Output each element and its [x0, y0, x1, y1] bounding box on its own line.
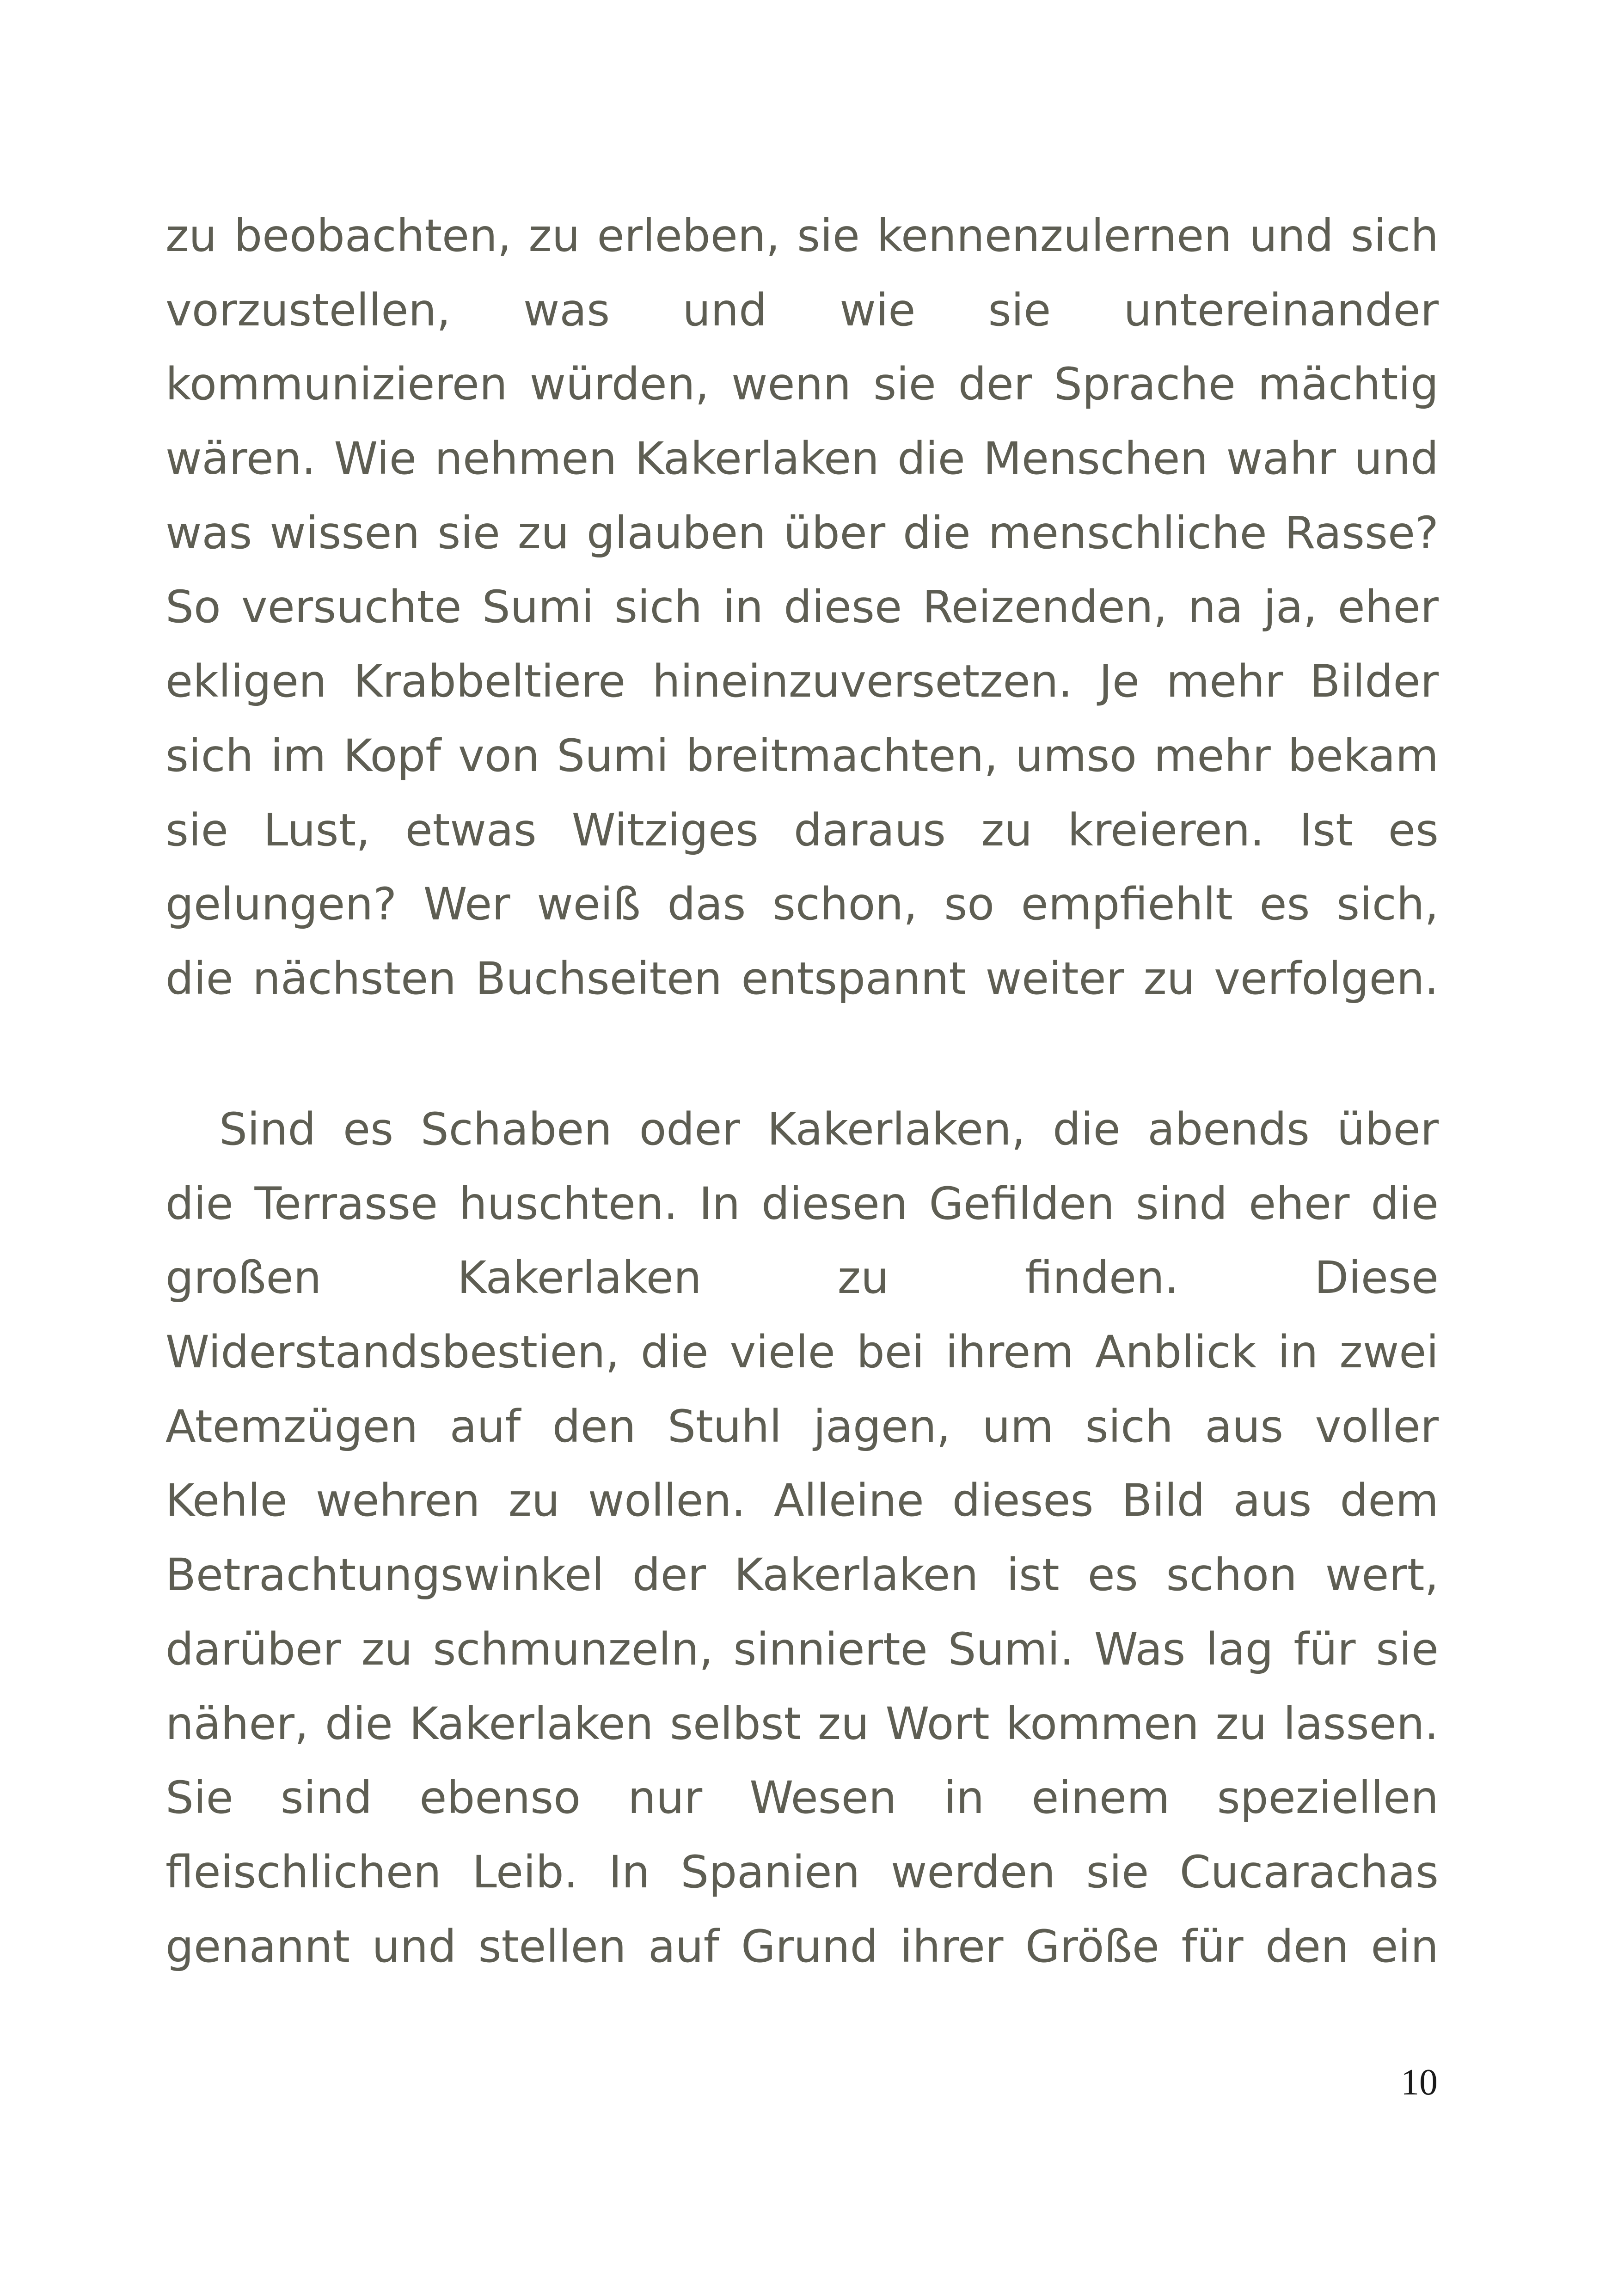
- text-line: was wissen sie zu glauben über die menschliche Rasse?: [165, 507, 1439, 559]
- text-line: wären. Wie nehmen Kakerlaken die Menschen wahr und: [165, 433, 1439, 485]
- paragraph-2: [165, 1092, 1439, 1984]
- text-line: Betrachtungswinkel der Kakerlaken ist es schon wert,: [165, 1549, 1439, 1601]
- text-line: kommunizieren würden, wenn sie der Sprache mächtig: [165, 358, 1439, 410]
- text-line: näher, die Kakerlaken selbst zu Wort kommen zu lassen.: [165, 1697, 1439, 1750]
- text-line: die Terrasse huschten. In diesen Gefilden sind eher die: [165, 1177, 1439, 1230]
- text-line: vorzustellen, was und wie sie untereinander: [165, 284, 1439, 336]
- text-line: Sie sind ebenso nur Wesen in einem speziellen: [165, 1772, 1439, 1824]
- page-number: 10: [1401, 2062, 1438, 2103]
- text-line: Kehle wehren zu wollen. Alleine dieses Bild aus dem: [165, 1475, 1439, 1527]
- text-line: großen Kakerlaken zu finden. Diese: [165, 1252, 1439, 1304]
- text-line: Sind es Schaben oder Kakerlaken, die abends über: [219, 1103, 1439, 1155]
- text-line: zu beobachten, zu erleben, sie kennenzulernen und sich: [165, 210, 1439, 262]
- text-line: So versuchte Sumi sich in diese Reizenden, na ja, eher: [165, 581, 1439, 633]
- text-line: darüber zu schmunzeln, sinnierte Sumi. Was lag für sie: [165, 1623, 1439, 1675]
- text-line: sich im Kopf von Sumi breitmachten, umso mehr bekam: [165, 729, 1439, 782]
- text-line: Widerstandsbestien, die viele bei ihrem Anblick in zwei: [165, 1326, 1439, 1378]
- text-line: Atemzügen auf den Stuhl jagen, um sich aus voller: [165, 1400, 1439, 1452]
- text-line: gelungen? Wer weiß das schon, so empfiehlt es sich,: [165, 878, 1439, 931]
- paragraph-1: [165, 199, 1439, 1016]
- text-line: genannt und stellen auf Grund ihrer Größe für den ein: [165, 1920, 1439, 1972]
- text-line: sie Lust, etwas Witziges daraus zu kreieren. Ist es: [165, 804, 1439, 856]
- text-line: fleischlichen Leib. In Spanien werden sie Cucarachas: [165, 1846, 1439, 1898]
- text-line: ekligen Krabbeltiere hineinzuversetzen. Je mehr Bilder: [165, 655, 1439, 708]
- text-line: die nächsten Buchseiten entspannt weiter zu verfolgen.: [165, 952, 1439, 1004]
